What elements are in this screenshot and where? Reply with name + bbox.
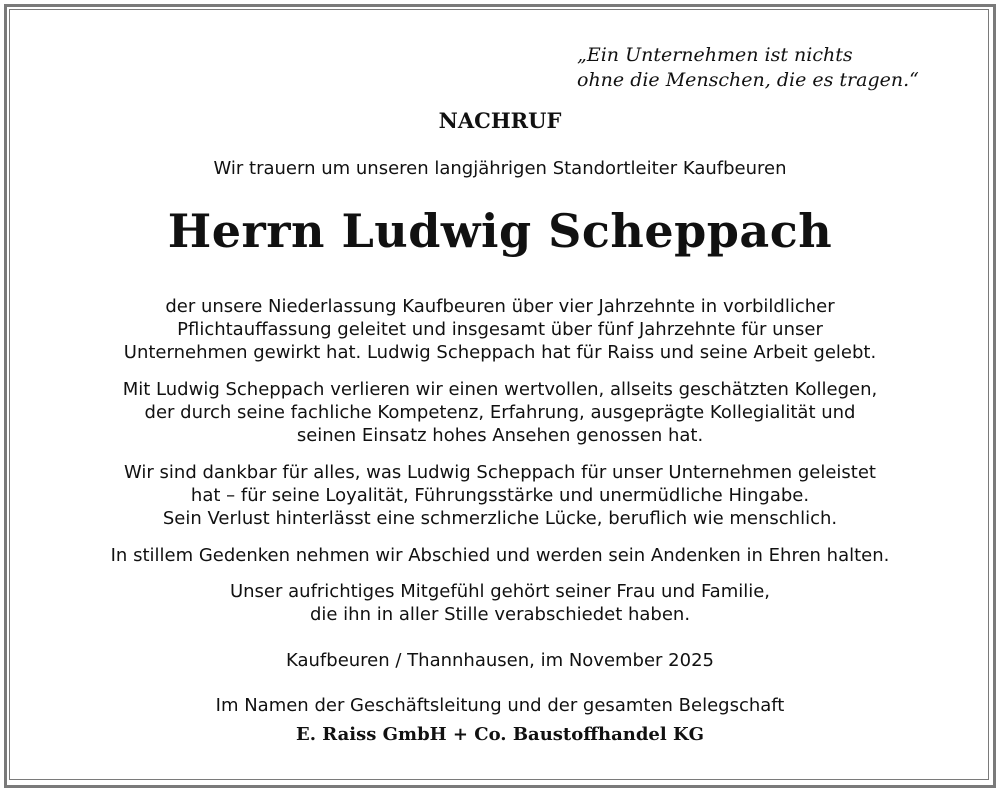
paragraph-line: Unser aufrichtiges Mitgefühl gehört seiner Frau und Familie, xyxy=(229,581,771,602)
obituary-heading: NACHRUF xyxy=(438,108,562,133)
company-name: E. Raiss GmbH + Co. Baustoffhandel KG xyxy=(295,724,705,745)
intro-text: Wir trauern um unseren langjährigen Standortleiter Kaufbeuren xyxy=(213,158,787,179)
quote-line: ohne die Menschen, die es tragen.“ xyxy=(577,69,919,91)
paragraph-line: die ihn in aller Stille verabschiedet haben. xyxy=(309,604,691,625)
motto-quote xyxy=(577,43,919,93)
paragraph-line: der unsere Niederlassung Kaufbeuren über vier Jahrzehnte in vorbildlicher xyxy=(165,296,835,317)
paragraph-line: Sein Verlust hinterlässt eine schmerzliche Lücke, beruflich wie menschlich. xyxy=(162,508,838,529)
paragraph-line: der durch seine fachliche Kompetenz, Erfahrung, ausgeprägte Kollegialität und xyxy=(144,402,856,423)
paragraph-line: In stillem Gedenken nehmen wir Abschied und werden sein Andenken in Ehren halten. xyxy=(110,545,890,566)
paragraph-gratitude xyxy=(0,461,1000,530)
paragraph-line: Unternehmen gewirkt hat. Ludwig Scheppach hat für Raiss und seine Arbeit gelebt. xyxy=(123,342,877,363)
paragraph-farewell xyxy=(0,544,1000,567)
quote-line: „Ein Unternehmen ist nichts xyxy=(577,44,853,66)
paragraph-line: Pflichtauffassung geleitet und insgesamt über fünf Jahrzehnte für unser xyxy=(177,319,823,340)
deceased-name: Herrn Ludwig Scheppach xyxy=(167,204,833,258)
paragraph-line: hat – für seine Loyalität, Führungsstärke und unermüdliche Hingabe. xyxy=(190,485,810,506)
paragraph-colleague xyxy=(0,378,1000,447)
paragraph-tenure xyxy=(0,295,1000,364)
signature-line: Im Namen der Geschäftsleitung und der gesamten Belegschaft xyxy=(215,695,785,716)
paragraph-condolence xyxy=(0,580,1000,626)
paragraph-line: seinen Einsatz hohes Ansehen genossen hat. xyxy=(296,425,704,446)
paragraph-line: Mit Ludwig Scheppach verlieren wir einen wertvollen, allseits geschätzten Kollegen, xyxy=(122,379,878,400)
paragraph-line: Wir sind dankbar für alles, was Ludwig Scheppach für unser Unternehmen geleistet xyxy=(124,462,876,483)
place-date: Kaufbeuren / Thannhausen, im November 2025 xyxy=(286,650,714,671)
